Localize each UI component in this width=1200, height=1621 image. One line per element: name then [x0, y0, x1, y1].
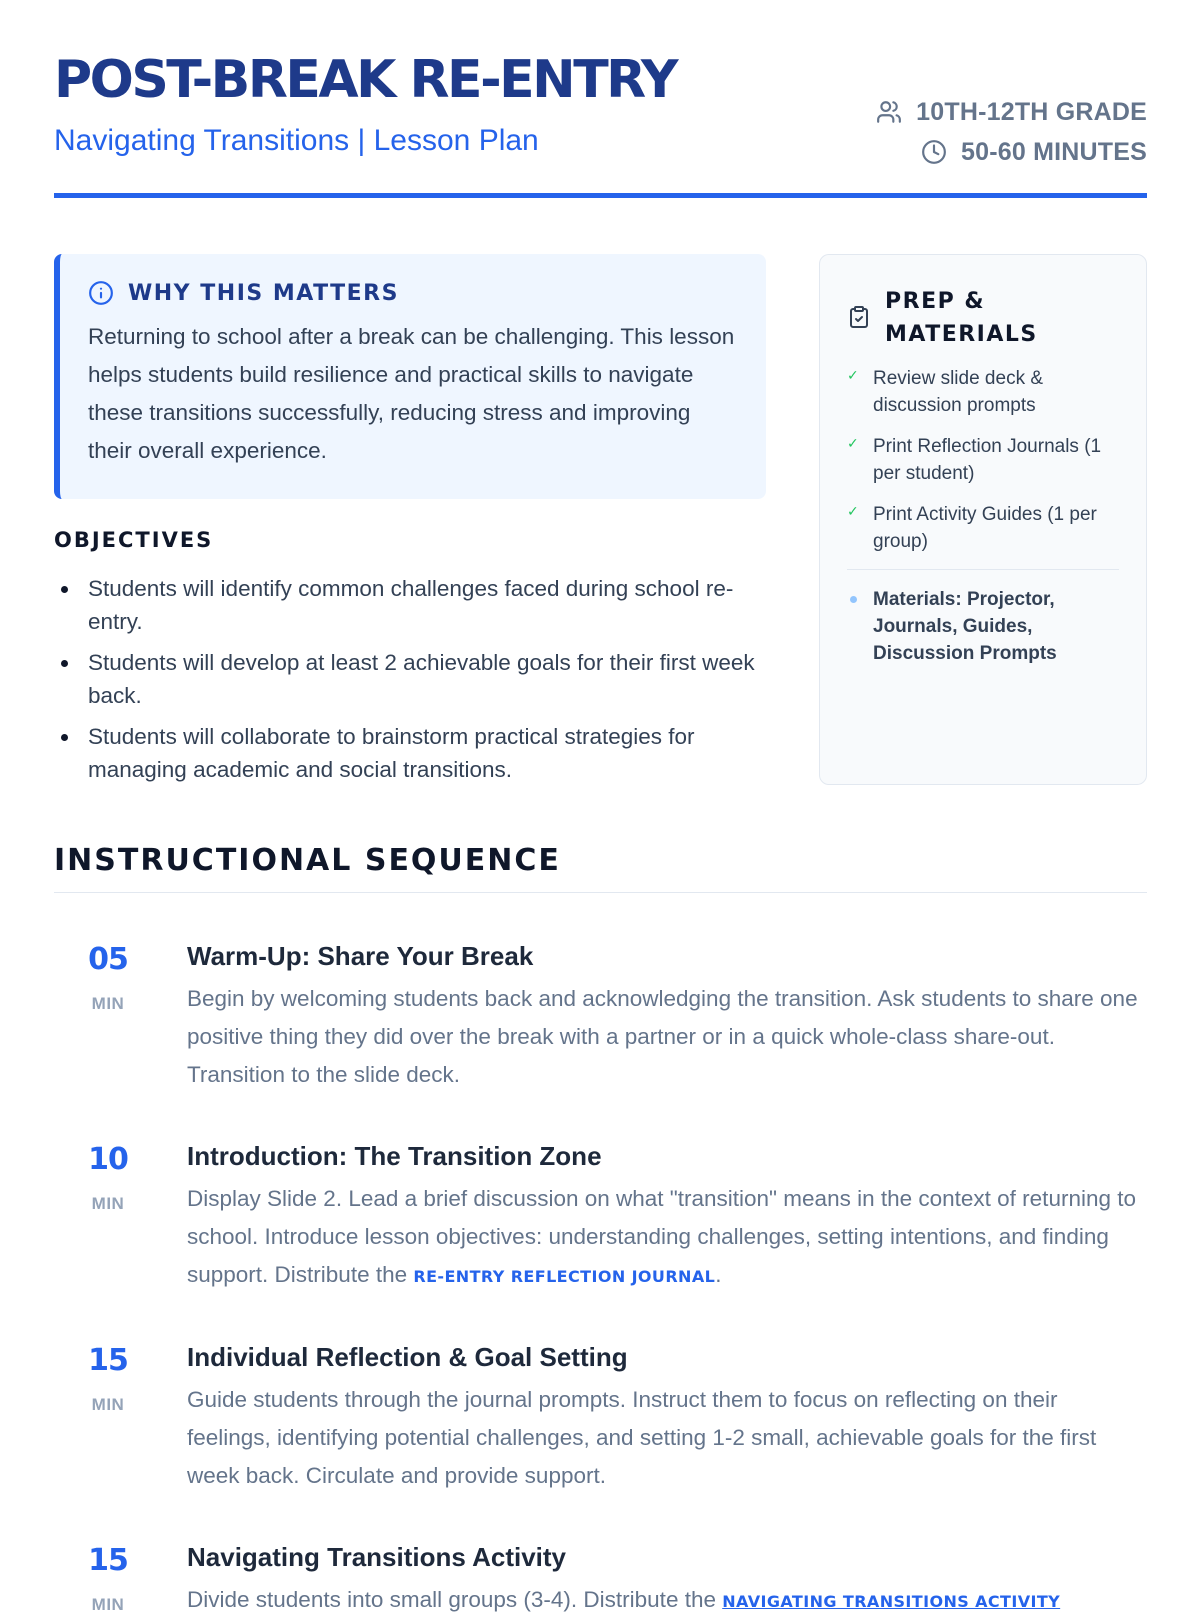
check-icon: ✓ [847, 367, 859, 383]
sequence-title: INSTRUCTIONAL SEQUENCE [54, 843, 561, 878]
duration-row [876, 132, 1147, 172]
check-icon: ✓ [847, 435, 859, 451]
header [54, 0, 1147, 200]
bullet-dot-icon [850, 596, 857, 603]
activity-guide-link[interactable]: NAVIGATING TRANSITIONS ACTIVITY [722, 1592, 1061, 1611]
why-this-matters-box [54, 254, 766, 499]
objectives-title: OBJECTIVES [54, 528, 214, 552]
step-minutes: 05 [88, 942, 128, 977]
reflection-journal-link[interactable]: RE-ENTRY REFLECTION JOURNAL [413, 1267, 716, 1286]
step-minutes: 15 [88, 1343, 128, 1378]
grade-row [876, 92, 1147, 132]
objective-item: Students will identify common challenges faced during school re-entry. [54, 572, 774, 638]
step-description: Guide students through the journal prompts. Instruct them to focus on reflecting on their feelings, identifying potential challenges, and setting 1-2 small, achievable goals for the first week back. Circulate and provide support. [187, 1387, 1097, 1488]
why-text: Returning to school after a break can be challenging. This lesson helps students build resilience and practical skills to navigate these transitions successfully, reducing stress and improving their overall experience. [88, 324, 735, 463]
page-title: POST-BREAK RE-ENTRY [54, 50, 677, 110]
prep-item [847, 501, 1119, 555]
materials-note [847, 586, 1119, 667]
grade-level: 10TH-12TH GRADE [916, 97, 1147, 126]
prep-item-text: Print Activity Guides (1 per group) [873, 504, 1097, 552]
step-description: Display Slide 2. Lead a brief discussion on what "transition" means in the context of returning to school. Introduce lesson objectives: understanding challenges, setting intentions, and finding support. Distribute the [187, 1186, 1136, 1287]
lesson-meta [876, 92, 1147, 172]
prep-item-text: Print Reflection Journals (1 per student) [873, 436, 1102, 484]
step-body [187, 1537, 1147, 1621]
step-title: Navigating Transitions Activity [187, 1542, 567, 1572]
prep-item-text: Review slide deck & discussion prompts [873, 368, 1044, 416]
prep-divider [847, 569, 1119, 570]
step-unit: MIN [91, 994, 125, 1013]
clock-icon [921, 139, 947, 165]
sequence-divider [54, 892, 1147, 893]
step-body [187, 1337, 1147, 1495]
lesson-plan-page [54, 0, 1147, 1614]
check-icon: ✓ [847, 503, 859, 519]
objective-item: Students will collaborate to brainstorm practical strategies for managing academic and social transitions. [54, 720, 774, 786]
objective-item: Students will develop at least 2 achievable goals for their first week back. [54, 646, 774, 712]
materials-text: Materials: Projector, Journals, Guides, Discussion Prompts [873, 589, 1057, 664]
step-body [187, 1136, 1147, 1296]
page-subtitle: Navigating Transitions | Lesson Plan [54, 124, 539, 157]
step-description-end: . [715, 1262, 722, 1287]
step-title: Warm-Up: Share Your Break [187, 941, 534, 971]
why-header [88, 280, 738, 306]
users-icon [876, 99, 902, 125]
header-divider [54, 193, 1147, 198]
prep-title: PREP & MATERIALS [885, 289, 1038, 347]
prep-materials-panel [819, 254, 1147, 785]
prep-item [847, 365, 1119, 419]
step-duration [54, 936, 162, 1014]
step-duration [54, 1337, 162, 1415]
why-title: WHY THIS MATTERS [128, 280, 399, 306]
objectives-list [54, 572, 774, 794]
clipboard-check-icon [847, 305, 871, 329]
step-title: Introduction: The Transition Zone [187, 1141, 602, 1171]
step-description: Divide students into small groups (3-4). Distribute the [187, 1587, 723, 1612]
step-unit: MIN [91, 1595, 125, 1614]
step-description-wrap [187, 1581, 1147, 1621]
step-minutes: 10 [88, 1142, 128, 1177]
step-duration [54, 1136, 162, 1214]
step-description: Begin by welcoming students back and acknowledging the transition. Ask students to share one positive thing they did over the break with a partner or in a quick whole-class share-out. Transition to the slide deck. [187, 986, 1138, 1087]
prep-header [847, 285, 1119, 351]
step-title: Individual Reflection & Goal Setting [187, 1342, 628, 1372]
step-unit: MIN [91, 1395, 125, 1414]
step-unit: MIN [91, 1194, 125, 1213]
info-icon [88, 280, 114, 306]
step-description-wrap [187, 1180, 1147, 1296]
lesson-duration: 50-60 MINUTES [961, 137, 1147, 166]
step-duration [54, 1537, 162, 1615]
step-minutes: 15 [88, 1543, 128, 1578]
step-body [187, 936, 1147, 1094]
prep-item [847, 433, 1119, 487]
